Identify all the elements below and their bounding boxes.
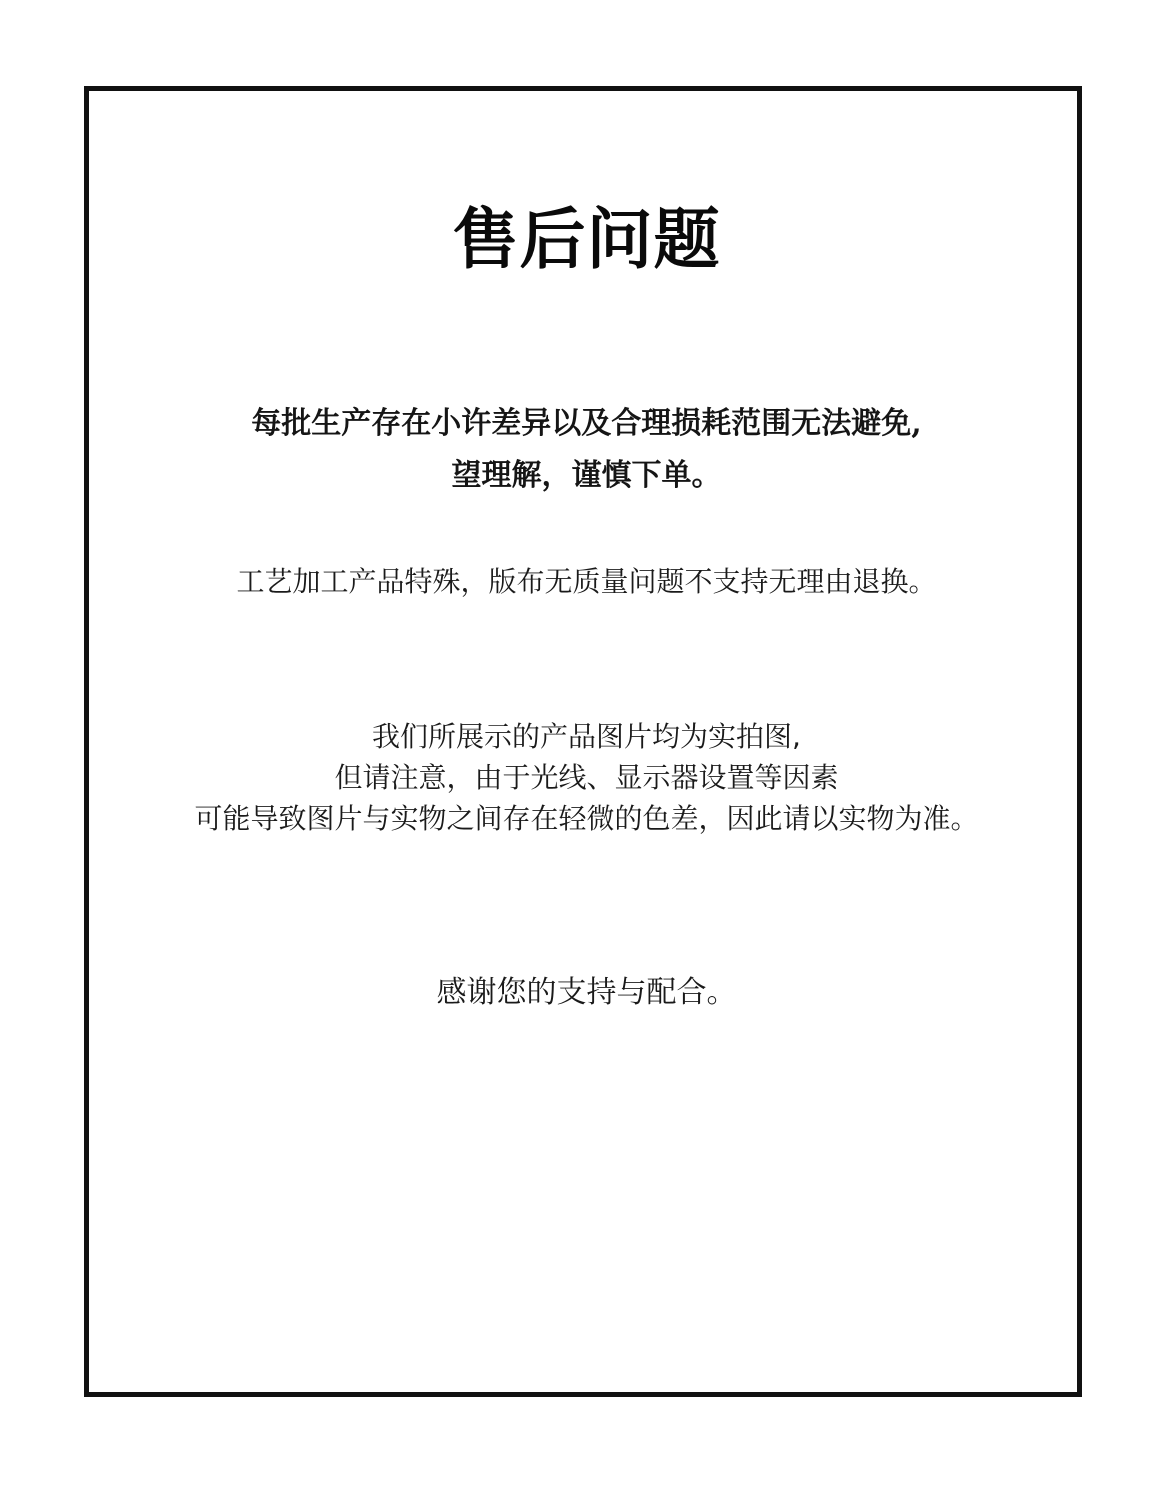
quality-notice: [0, 398, 1173, 502]
return-policy: [0, 560, 1173, 604]
page-title: 售后问题: [452, 201, 721, 278]
thanks-text: 感谢您的支持与配合。: [436, 975, 737, 1010]
photo-notice-line-2: 但请注意，由于光线、显示器设置等因素: [334, 761, 839, 794]
quality-notice-line-1: 每批生产存在小许差异以及合理损耗范围无法避免,: [251, 406, 922, 441]
photo-notice: [0, 716, 1173, 839]
return-policy-text: 工艺加工产品特殊，版布无质量问题不支持无理由退换。: [236, 565, 937, 598]
photo-notice-line-1: 我们所展示的产品图片均为实拍图,: [372, 720, 801, 753]
quality-notice-line-2: 望理解，谨慎下单。: [451, 458, 722, 493]
thanks-message: [0, 970, 1173, 1016]
photo-notice-line-3: 可能导致图片与实物之间存在轻微的色差，因此请以实物为准。: [194, 802, 979, 835]
